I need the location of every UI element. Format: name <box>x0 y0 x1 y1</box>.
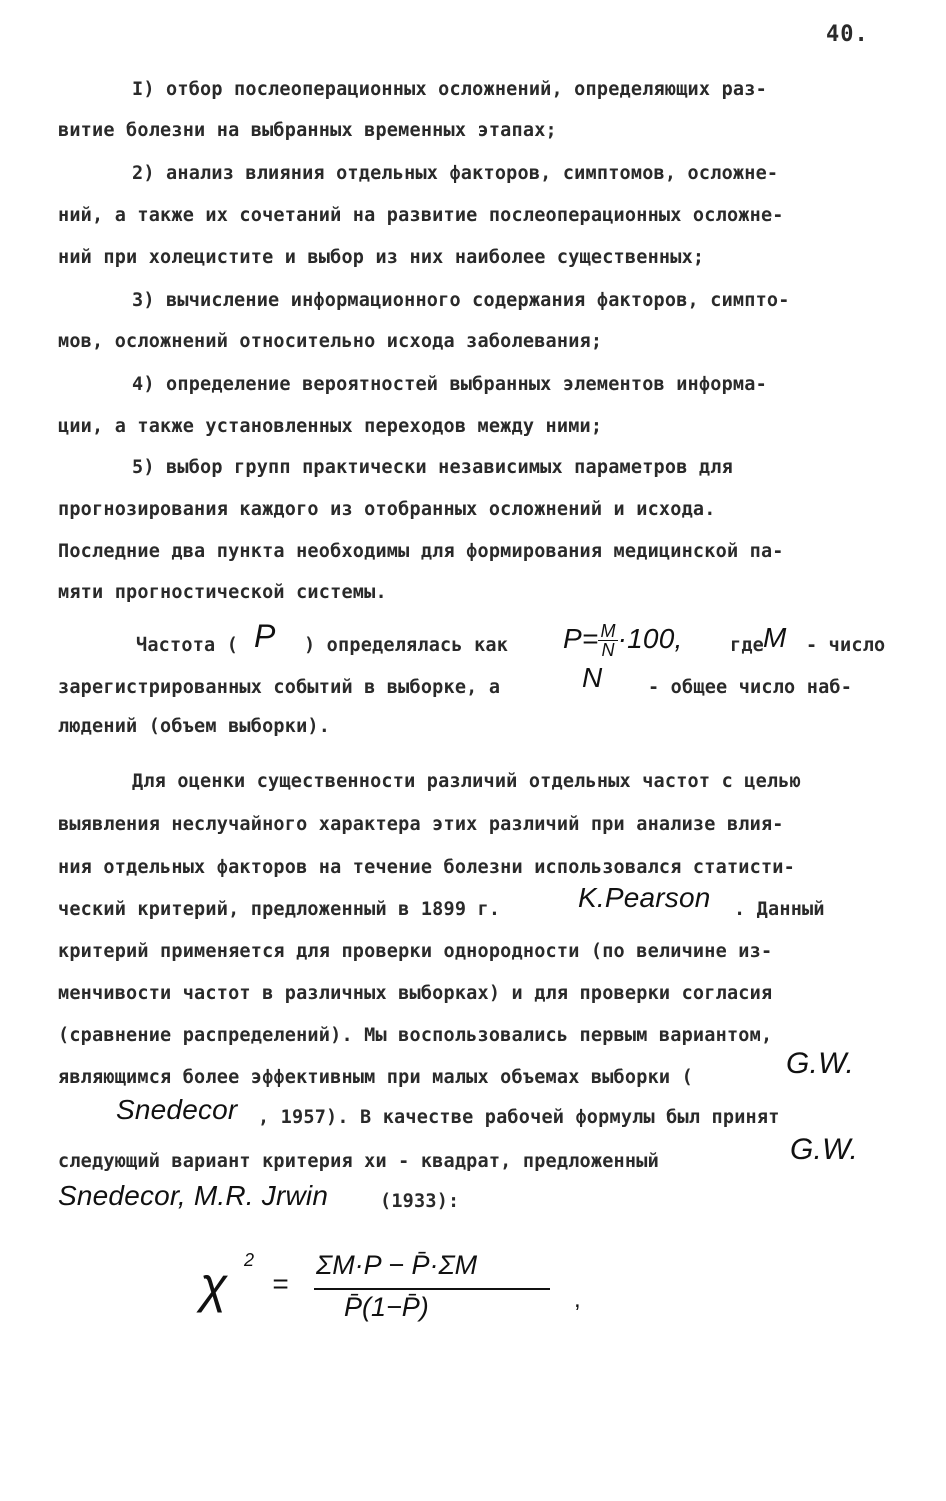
freq-line-2: зарегистрированных событий в выборке, а N - общее число наб- <box>58 662 853 698</box>
text-line: менчивости частот в различных выборках) и для проверки согласия <box>58 983 773 1004</box>
text-line: мяти прогностической системы. <box>58 582 387 603</box>
text-line: ний при холецистите и выбор из них наиболее существенных; <box>58 247 705 268</box>
handwritten-name: G.W. <box>786 1047 855 1080</box>
formula-numerator: ΣM·P − P̄·ΣM <box>316 1250 478 1280</box>
text-line: ний, а также их сочетаний на развитие послеоперационных осложне- <box>58 205 784 226</box>
page-number: 40. <box>826 22 869 47</box>
handwritten-symbol: P <box>254 618 276 654</box>
handwritten-name: Snedecor <box>116 1094 238 1125</box>
text-line: выявления неслучайного характера этих различий при анализе влия- <box>58 814 784 835</box>
text-line: витие болезни на выбранных временных этапах; <box>58 120 557 141</box>
snedecor-line: Snedecor , 1957). В качестве рабочей формулы был принят <box>116 1094 780 1128</box>
handwritten-formula: P= $\frac{M}{N}$ ·100, <box>563 621 683 660</box>
text-line: I) отбор послеоперационных осложнений, определяющих раз- <box>132 79 767 100</box>
text-line: Для оценки существенности различий отдельных частот с целью <box>132 771 801 792</box>
text-line: Последние два пункта необходимы для формирования медицинской па- <box>58 541 784 562</box>
freq-line-1: Частота ( P ) определялась как P= $\frac{M}{N}$ ·100, где M - число <box>136 618 886 660</box>
text-line: критерий применяется для проверки однородности (по величине из- <box>58 941 773 962</box>
text-line: ции, а также установленных переходов между ними; <box>58 416 603 437</box>
text-line: прогнозирования каждого из отобранных осложнений и исхода. <box>58 499 716 520</box>
fraction-bar <box>314 1288 550 1290</box>
criterion-line: следующий вариант критерия хи - квадрат, предложенный G.W. <box>58 1133 859 1172</box>
handwritten-symbol: M <box>763 622 787 653</box>
text-line: ния отдельных факторов на течение болезни использовался статисти- <box>58 857 795 878</box>
text-line: людений (объем выборки). <box>58 716 331 737</box>
authors-line: Snedecor, M.R. Jrwin (1933): <box>58 1180 460 1212</box>
text-line: 2) анализ влияния отдельных факторов, симптомов, осложне- <box>132 163 779 184</box>
text-line: 4) определение вероятностей выбранных элементов информа- <box>132 374 767 395</box>
text-line: 3) вычисление информационного содержания факторов, симпто- <box>132 290 790 311</box>
formula-denominator: P̄(1−P̄) <box>344 1292 429 1322</box>
chi-square-formula: χ 2 = ΣM·P − P̄·ΣM P̄(1−P̄) , <box>200 1250 581 1322</box>
pearson-line: ческий критерий, предложенный в 1899 г. K.Pearson . Данный <box>58 882 825 920</box>
text-line: мов, осложнений относительно исхода заболевания; <box>58 331 603 352</box>
gw-line: являющимся более эффективным при малых объемах выборки ( G.W. <box>58 1047 855 1088</box>
handwritten-name: K.Pearson <box>578 882 711 913</box>
handwritten-name: Snedecor, M.R. Jrwin <box>58 1180 329 1211</box>
handwritten-symbol: N <box>582 662 603 693</box>
handwritten-name: G.W. <box>790 1133 859 1166</box>
text-line: (сравнение распределений). Мы воспользовались первым вариантом, <box>58 1025 773 1046</box>
text-line: 5) выбор групп практически независимых параметров для <box>132 457 733 478</box>
